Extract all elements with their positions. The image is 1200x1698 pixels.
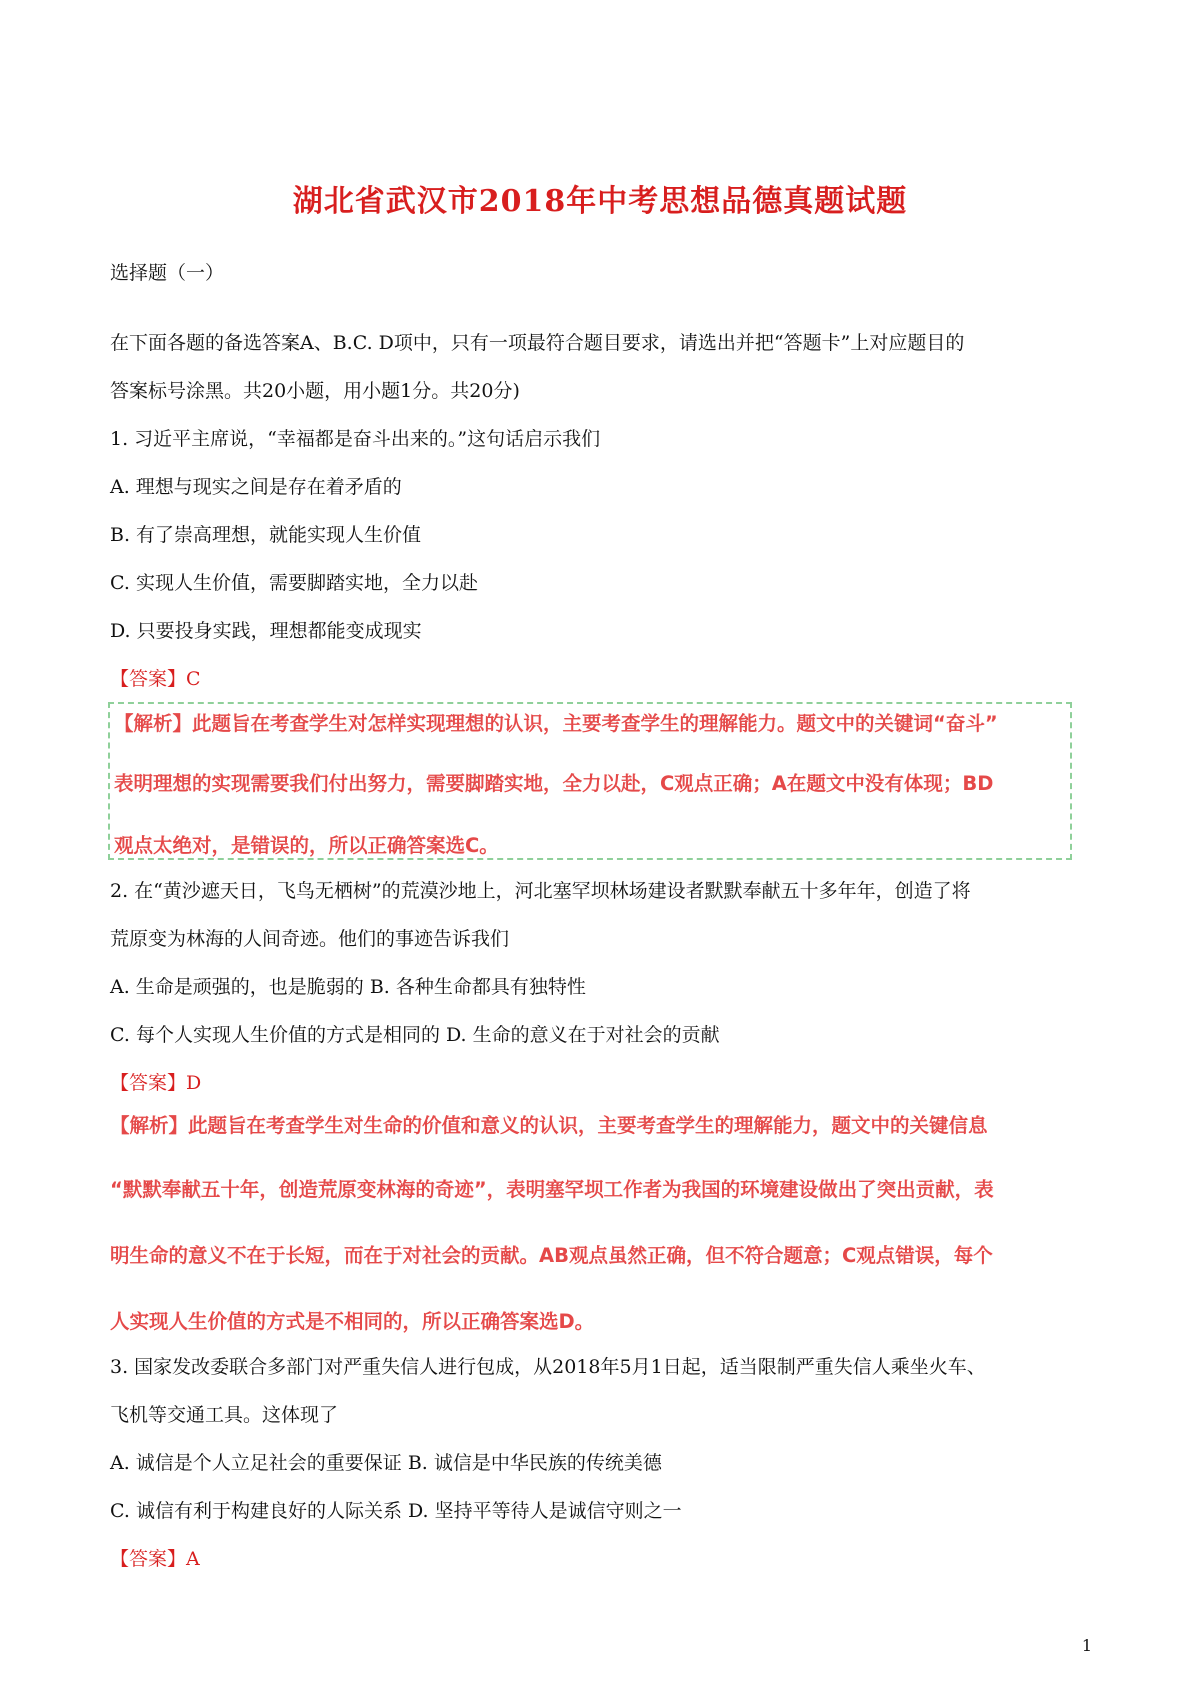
answer-value: C [186, 668, 201, 690]
q2-options-cd: C. 每个人实现人生价值的方式是相同的 D. 生命的意义在于对社会的贡献 [110, 1024, 720, 1046]
q1-answer [110, 664, 201, 691]
document-title: 湖北省武汉市2018年中考思想品德真题试题 [292, 184, 908, 219]
answer-label: 【答案】 [110, 668, 187, 690]
q1-option-d: D. 只要投身实践，理想都能变成现实 [110, 620, 422, 642]
q2-options-ab: A. 生命是顽强的，也是脆弱的 B. 各种生命都具有独特性 [110, 976, 586, 998]
page-number: 1 [1081, 1636, 1092, 1655]
q1-option-a: A. 理想与现实之间是存在着矛盾的 [110, 476, 402, 498]
q3-options-cd: C. 诚信有利于构建良好的人际关系 D. 坚持平等待人是诚信守则之一 [110, 1500, 682, 1522]
q2-analysis-line-1: 【解析】此题旨在考查学生对生命的价值和意义的认识，主要考查学生的理解能力，题文中的关键信息 [110, 1114, 988, 1137]
q1-option-c: C. 实现人生价值，需要脚踏实地，全力以赴 [110, 572, 478, 594]
answer-value: D [186, 1072, 202, 1094]
q1-stem: 1. 习近平主席说，“幸福都是奋斗出来的。”这句话启示我们 [110, 428, 601, 450]
q3-stem-line-2: 飞机等交通工具。这体现了 [110, 1404, 339, 1426]
q2-analysis-line-2: “默默奉献五十年，创造荒原变林海的奇迹”，表明塞罕坝工作者为我国的环境建设做出了突出贡献，表 [110, 1178, 994, 1201]
q1-analysis-line-2: 表明理想的实现需要我们付出努力，需要脚踏实地，全力以赴，C观点正确；A在题文中没有体现；BD [114, 772, 994, 795]
q3-answer [110, 1544, 200, 1571]
q2-answer [110, 1068, 201, 1095]
section-heading: 选择题（一） [110, 262, 225, 284]
q2-analysis-line-4: 人实现人生价值的方式是不相同的，所以正确答案选D。 [110, 1310, 595, 1333]
q2-analysis-line-3: 明生命的意义不在于长短，而在于对社会的贡献。AB观点虽然正确，但不符合题意；C观点错误，每个 [110, 1244, 993, 1267]
q2-stem-line-2: 荒原变为林海的人间奇迹。他们的事迹告诉我们 [110, 928, 510, 950]
instructions-line-1: 在下面各题的备选答案A、B.C. D项中，只有一项最符合题目要求，请选出并把“答题卡”上对应题目的 [110, 332, 965, 354]
q1-option-b: B. 有了崇高理想，就能实现人生价值 [110, 524, 422, 546]
answer-label: 【答案】 [110, 1548, 187, 1570]
answer-value: A [186, 1548, 200, 1570]
q1-analysis-line-3: 观点太绝对，是错误的，所以正确答案选C。 [114, 834, 499, 857]
answer-label: 【答案】 [110, 1072, 187, 1094]
instructions-line-2: 答案标号涂黑。共20小题，用小题1分。共20分) [110, 380, 520, 402]
q3-options-ab: A. 诚信是个人立足社会的重要保证 B. 诚信是中华民族的传统美德 [110, 1452, 662, 1474]
q2-stem-line-1: 2. 在“黄沙遮天日，飞鸟无栖树”的荒漠沙地上，河北塞罕坝林场建设者默默奉献五十多年年，创造了将 [110, 880, 971, 902]
q1-analysis-line-1: 【解析】此题旨在考查学生对怎样实现理想的认识，主要考查学生的理解能力。题文中的关键词“奋斗” [114, 712, 998, 735]
q3-stem-line-1: 3. 国家发改委联合多部门对严重失信人进行包成，从2018年5月1日起，适当限制严重失信人乘坐火车、 [110, 1356, 986, 1378]
